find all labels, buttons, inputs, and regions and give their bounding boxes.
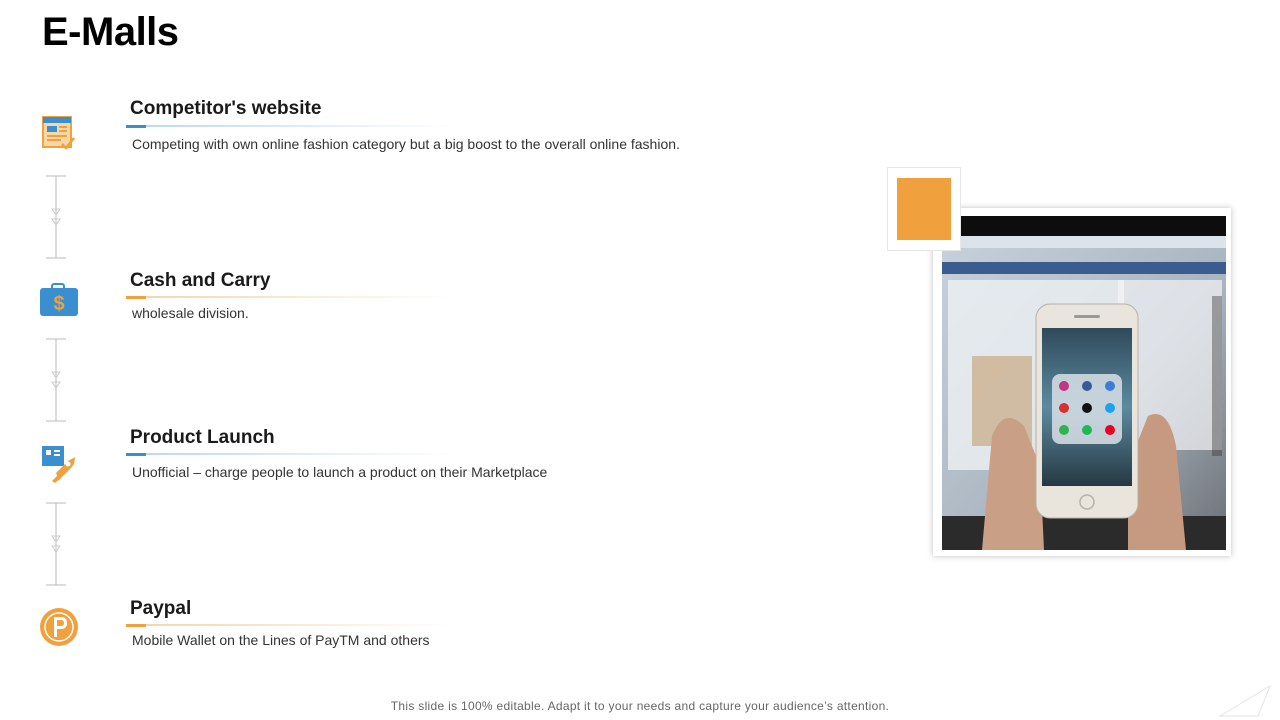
item-heading: Paypal	[130, 598, 192, 619]
underline-accent	[126, 125, 146, 128]
underline-accent	[126, 624, 146, 627]
rocket-launch-icon	[38, 443, 80, 485]
connector-line	[40, 175, 70, 259]
paypal-icon	[38, 606, 80, 648]
heading-underline	[126, 125, 456, 127]
slide-footer: This slide is 100% editable. Adapt it to your needs and capture your audience’s attention.	[390, 699, 890, 713]
connector-line	[40, 502, 70, 586]
connector-line	[40, 338, 70, 422]
heading-underline	[126, 624, 456, 626]
corner-triangle-decoration	[1218, 684, 1274, 718]
item-description: wholesale division.	[132, 305, 249, 321]
slide-title: E-Malls	[42, 10, 179, 54]
svg-text:$: $	[53, 293, 65, 315]
accent-square	[897, 178, 951, 240]
money-bag-icon	[38, 280, 80, 322]
website-icon	[38, 114, 80, 156]
item-description: Competing with own online fashion category but a big boost to the overall online fashion.	[132, 136, 680, 152]
underline-accent	[126, 296, 146, 299]
heading-underline	[126, 453, 456, 455]
hands-holding-smartphone-photo	[942, 216, 1226, 550]
underline-accent	[126, 453, 146, 456]
heading-underline	[126, 296, 456, 298]
item-heading: Cash and Carry	[130, 270, 271, 291]
item-heading: Competitor's website	[130, 98, 322, 119]
item-description: Unofficial – charge people to launch a product on their Marketplace	[132, 464, 548, 480]
photo-frame	[933, 208, 1231, 556]
item-heading: Product Launch	[130, 427, 275, 448]
item-description: Mobile Wallet on the Lines of PayTM and others	[132, 632, 430, 648]
